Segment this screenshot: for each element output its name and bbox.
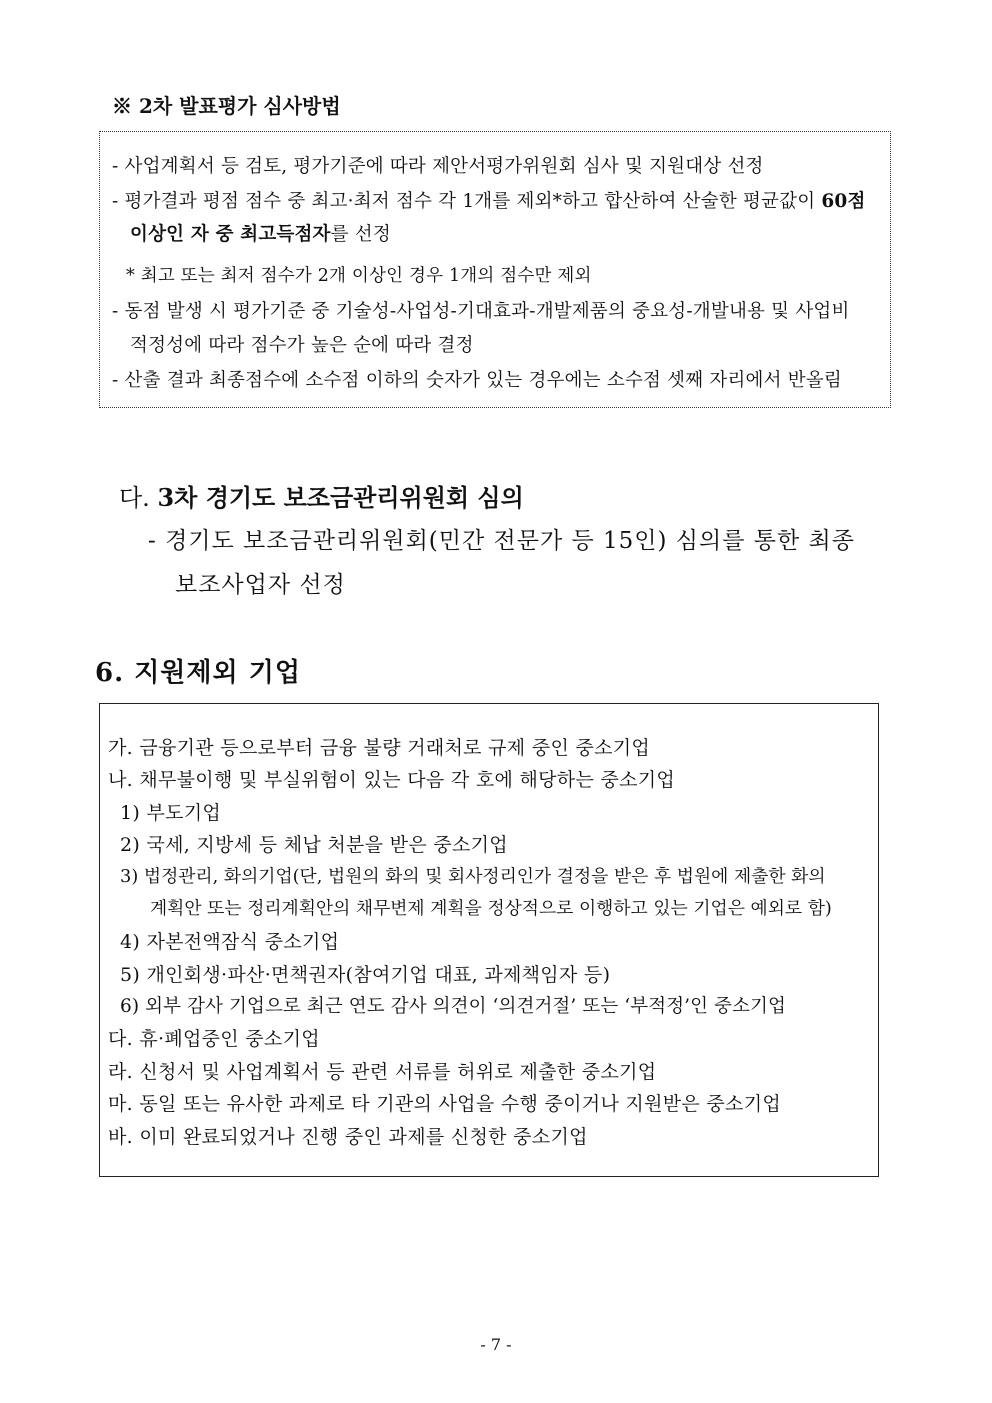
section-da-title [119, 478, 524, 513]
review-item-2-line-1 [112, 187, 866, 213]
exclusion-item-na: 나. 채무불이행 및 부실위험이 있는 다음 각 호에 해당하는 중소기업 [108, 769, 676, 791]
page-number: - 7 - [480, 1335, 512, 1354]
review-item-1: - 사업계획서 등 검토, 평가기준에 따라 제안서평가위원회 심사 및 지원대상 선정 [112, 156, 764, 177]
review-item-3-line-1: - 동점 발생 시 평가기준 중 기술성-사업성-기대효과-개발제품의 중요성-개발내용 및 사업비 [112, 301, 850, 322]
exclusion-sub-item-5: 5) 개인회생·파산·면책권자(참여기업 대표, 과제책임자 등) [120, 964, 611, 986]
section-da-body-line-1: - 경기도 보조금관리위원회(민간 전문가 등 15인) 심의를 통한 최종 [148, 528, 855, 554]
review-method-box [99, 131, 891, 408]
exclusion-item-ma: 마. 동일 또는 유사한 과제로 타 기관의 사업을 수행 중이거나 지원받은 중소기업 [108, 1093, 782, 1115]
review-note: * 최고 또는 최저 점수가 2개 이상인 경우 1개의 점수만 제외 [126, 266, 592, 286]
section-da-body-line-2: 보조사업자 선정 [175, 572, 346, 598]
review-item-2-text: - 평가결과 평점 점수 중 최고·최저 점수 각 1개를 제외*하고 합산하여 산술한 평균값이 [112, 191, 822, 212]
exclusion-item-da: 다. 휴·폐업중인 중소기업 [108, 1028, 320, 1050]
exclusion-item-ga: 가. 금융기관 등으로부터 금융 불량 거래처로 규제 중인 중소기업 [108, 737, 651, 759]
review-item-2-tail: 를 선정 [330, 224, 391, 245]
exclusion-sub-item-2: 2) 국세, 지방세 등 체납 처분을 받은 중소기업 [120, 834, 508, 856]
exclusion-box [99, 703, 879, 1177]
section-da-prefix: 다. [119, 484, 158, 512]
exclusion-sub-item-3-line-1: 3) 법정관리, 화의기업(단, 법원의 화의 및 회사정리인가 결정을 받은 후 법원에 제출한 화의 [120, 866, 826, 887]
exclusion-item-ra: 라. 신청서 및 사업계획서 등 관련 서류를 허위로 제출한 중소기업 [108, 1061, 657, 1083]
review-method-heading: ※ 2차 발표평가 심사방법 [112, 94, 341, 118]
exclusion-sub-item-1: 1) 부도기업 [120, 802, 222, 824]
review-item-4: - 산출 결과 최종점수에 소수점 이하의 숫자가 있는 경우에는 소수점 셋째 자리에서 반올림 [112, 370, 842, 391]
review-item-2-score: 60점 [821, 191, 866, 212]
exclusion-sub-item-3-line-2: 계획안 또는 정리계획안의 채무변제 계획을 정상적으로 이행하고 있는 기업은 예외로 함) [150, 898, 832, 919]
review-item-2-line-2 [130, 220, 391, 246]
exclusion-sub-item-6: 6) 외부 감사 기업으로 최근 연도 감사 의견이 ‘의견거절’ 또는 ‘부적정’인 중소기업 [120, 996, 787, 1017]
review-item-3-line-2: 적정성에 따라 점수가 높은 순에 따라 결정 [130, 335, 474, 356]
section-6-heading: 6. 지원제외 기업 [95, 658, 301, 688]
exclusion-item-ba: 바. 이미 완료되었거나 진행 중인 과제를 신청한 중소기업 [108, 1126, 588, 1148]
section-da-title-text: 3차 경기도 보조금관리위원회 심의 [157, 483, 524, 512]
review-item-2-emphasis: 이상인 자 중 최고득점자 [130, 224, 331, 245]
exclusion-sub-item-4: 4) 자본전액잠식 중소기업 [120, 931, 340, 953]
